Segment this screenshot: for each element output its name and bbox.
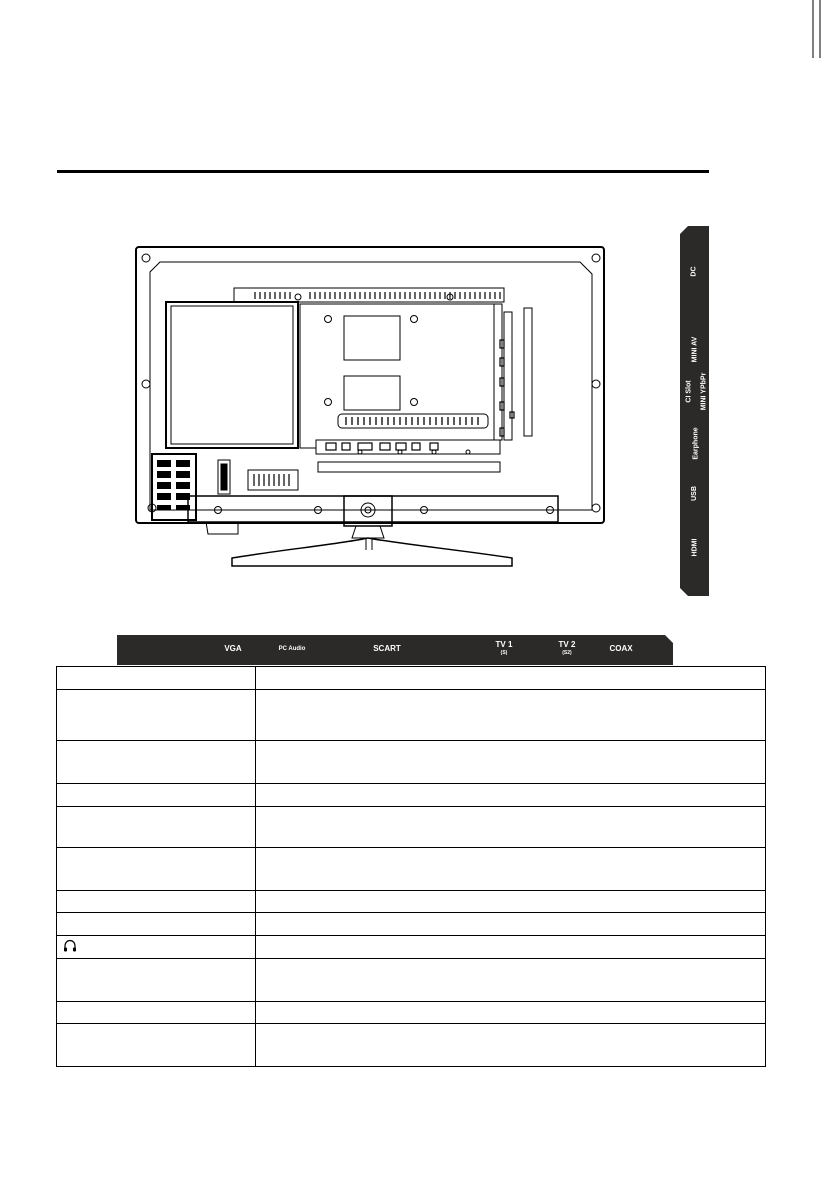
table-cell-desc: [256, 936, 766, 959]
table-cell-desc: [256, 784, 766, 807]
side-label-mini-av: MINI AV: [690, 336, 698, 363]
table-cell-name: [57, 891, 256, 913]
table-row: [57, 848, 766, 891]
table-cell-name: [57, 807, 256, 848]
table-row: [57, 891, 766, 913]
table-cell-desc: [256, 848, 766, 891]
bottom-label-tv2: TV 2 (S2): [558, 640, 576, 656]
section-rule: [57, 170, 709, 173]
table-cell-desc: [256, 807, 766, 848]
headphone-icon: [63, 939, 77, 956]
table-row: [57, 1002, 766, 1024]
side-label-ci-slot: CI Slot: [685, 380, 693, 403]
table-row: [57, 741, 766, 784]
table-cell-name: [57, 959, 256, 1002]
table-cell-desc: [256, 690, 766, 741]
side-label-earphone: Earphone: [692, 427, 700, 460]
table-row: [57, 936, 766, 959]
table-row: [57, 913, 766, 936]
table-row: [57, 959, 766, 1002]
bottom-label-pc-audio: PC Audio: [278, 646, 306, 652]
bottom-label-coax: COAX: [609, 644, 633, 653]
table-row: [57, 690, 766, 741]
bottom-label-scart: SCART: [373, 644, 401, 653]
table-cell-name: [57, 690, 256, 741]
table-cell-desc: [256, 1002, 766, 1024]
side-label-mini-ypbpr: MINI YPbPr: [700, 372, 708, 411]
table-cell-name: [57, 784, 256, 807]
table-cell-name: [57, 913, 256, 936]
table-cell-name: [57, 1024, 256, 1067]
table-cell-name: [57, 667, 256, 690]
side-label-hdmi: HDMI: [690, 538, 698, 557]
table-cell-desc: [256, 741, 766, 784]
table-row: [57, 784, 766, 807]
bottom-label-tv1: TV 1 (S): [495, 640, 513, 656]
bottom-connector-bar: [117, 635, 673, 665]
table-cell-name: [57, 741, 256, 784]
corner-mark: [812, 0, 821, 58]
table-row: [57, 667, 766, 690]
table-cell-desc: [256, 913, 766, 936]
table-cell-name: [57, 848, 256, 891]
bottom-label-vga: VGA: [224, 644, 242, 653]
table-row: [57, 807, 766, 848]
table-cell-desc: [256, 959, 766, 1002]
tv-rear-diagram: [130, 242, 610, 572]
table-cell-name: [57, 1002, 256, 1024]
table-cell-desc: [256, 1024, 766, 1067]
table-row: [57, 1024, 766, 1067]
connector-table: [56, 666, 766, 1067]
table-cell-name: [57, 936, 256, 959]
table-cell-desc: [256, 667, 766, 690]
table-cell-desc: [256, 891, 766, 913]
side-label-dc: DC: [691, 266, 698, 277]
side-label-usb: USB: [691, 486, 698, 501]
